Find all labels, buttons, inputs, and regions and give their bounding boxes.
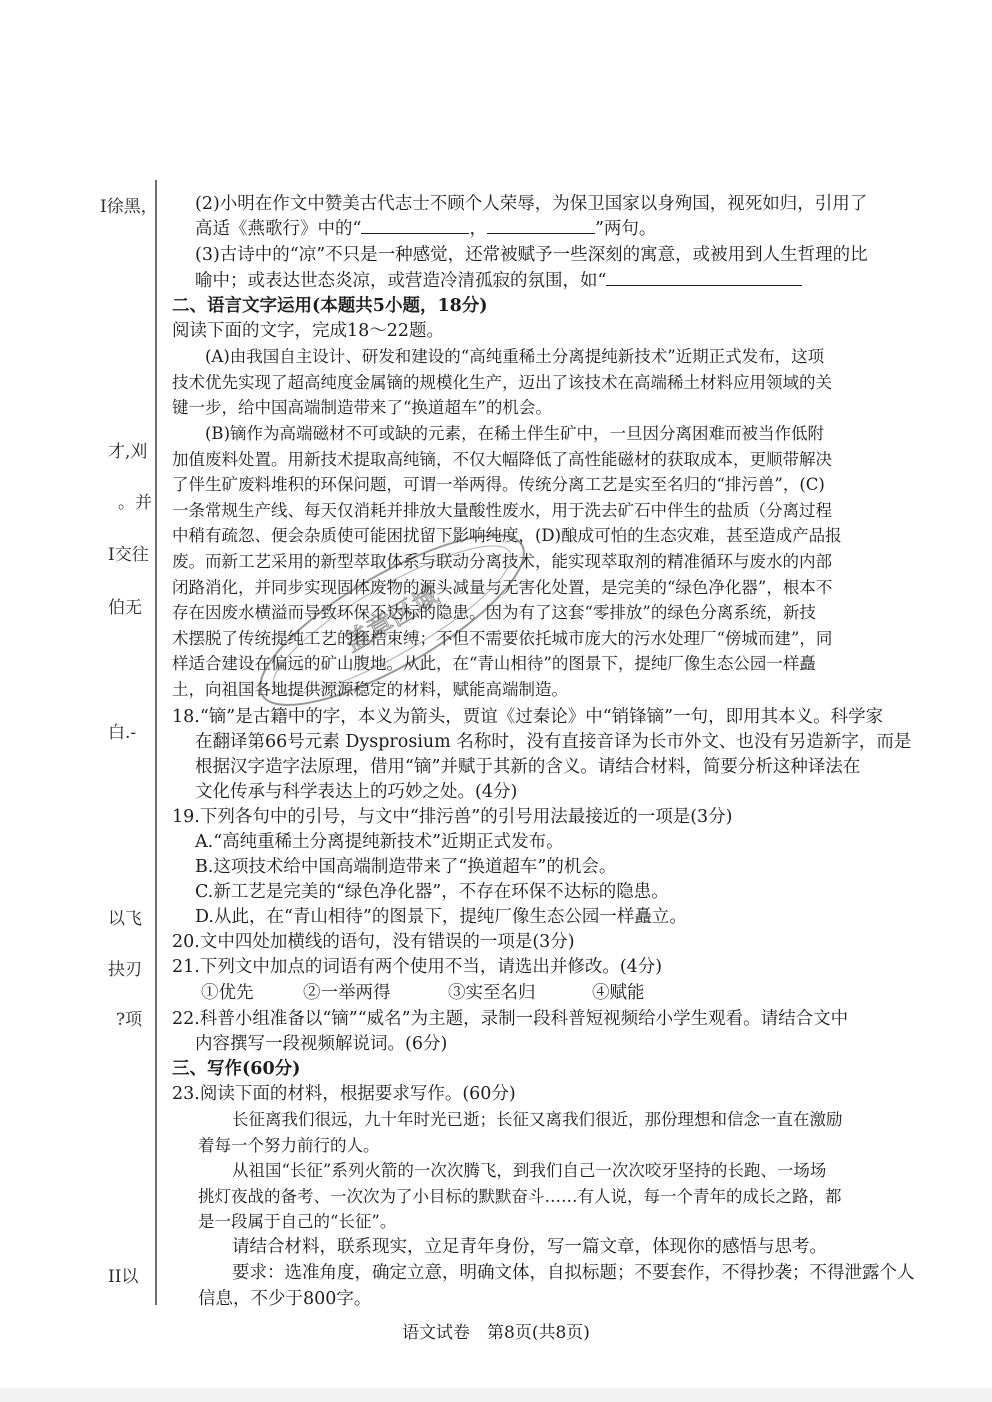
section3-heading: 三、写作(60分) [172, 1059, 301, 1079]
passage-line: 技术优先实现了超高纯度金属镝的规模化生产，迈出了该技术在高端稀土材料应用领域的关 [172, 373, 832, 392]
material-line: 着每一个努力前行的人。 [198, 1136, 380, 1155]
passage-line: 中稍有疏忽、便会杂质使可能困扰留下影响纯度，(D)酿成可怕的生态灾难，甚至造成产品报 [172, 526, 842, 545]
q19-option-b: B.这项技术给中国高端制造带来了“换道超车”的机会。 [195, 857, 617, 877]
stamp-text: 盖章区域 [339, 581, 445, 659]
passage-line: 了伴生矿废料堆积的环保问题，可谓一举两得。传统分离工艺是实至名归的“排污兽”，(C) [172, 475, 825, 494]
passage-line: 加值废料处置。用新技术提取高纯镝，不仅大幅降低了高性能磁材的获取成本，更顺带解决 [172, 450, 832, 469]
passage-line: 存在因废水横溢而导致环保不达标的隐患。因为有了这套“零排放”的绿色分离系统，新技 [172, 603, 816, 622]
margin-note: 以飞 [108, 909, 142, 929]
bottom-shade [0, 1388, 992, 1402]
passage-line: 土，向祖国各地提供源源稳定的材料，赋能高端制造。 [172, 680, 568, 699]
q3-line2: 喻中；或表达世态炎凉，或营造冷清孤寂的氛围，如“ [195, 269, 802, 293]
passage-line: 术摆脱了传统提纯工艺的桎梏束缚；不但不需要依托城市庞大的污水处理厂“傍城而建”，同 [172, 629, 833, 648]
margin-note: 伯无 [108, 598, 142, 618]
q18-line: 18.“镝”是古籍中的字，本义为箭头，贾谊《过秦论》中“销锋镝”一句，即用其本义。科学家 [172, 707, 884, 727]
answer-blank [487, 217, 595, 234]
q18-line: 文化传承与科学表达上的巧妙之处。(4分) [195, 782, 518, 802]
passage-line: 闭路消化，并同步实现固体废物的源头减量与无害化处置，是完美的“绿色净化器”，根本不 [172, 578, 833, 597]
binding-margin-line [155, 180, 157, 1305]
margin-note: I交往 [108, 545, 149, 565]
section2-intro: 阅读下面的文字，完成18～22题。 [172, 321, 445, 341]
q21-option: ④赋能 [592, 983, 645, 1003]
passage-line: 键一步，给中国高端制造带来了“换道超车”的机会。 [172, 398, 552, 417]
q21-option: ①优先 [201, 983, 254, 1003]
q3-line1: (3)古诗中的“凉”不只是一种感觉，还常被赋予一些深刻的寓意，或被用到人生哲理的比 [195, 245, 868, 265]
material-line: 挑灯夜战的备考、一次次为了小目标的默默奋斗……有人说，每一个青年的成长之路，都 [198, 1187, 842, 1206]
q18-line: 根据汉字造字法原理，借用“镝”并赋于其新的含义。请结合材料，简要分析这种译法在 [195, 757, 861, 777]
margin-note: 抉刃 [108, 960, 142, 980]
margin-note: 白.- [108, 723, 137, 743]
passage-line: 样适合建设在偏远的矿山腹地。从此，在“青山相待”的图景下，提纯厂像生态公园一样矗 [172, 654, 816, 673]
q22-line: 内容撰写一段视频解说词。(6分) [195, 1034, 448, 1054]
q19-option-a: A.“高纯重稀土分离提纯新技术”近期正式发布。 [195, 832, 564, 852]
q22-line: 22.科普小组准备以“镝”“威名”为主题，录制一段科普短视频给小学生观看。请结合文中 [172, 1009, 849, 1029]
margin-note: 才,刈 [108, 442, 148, 462]
writing-task: 请结合材料，联系现实，立足青年身份，写一篇文章，体现你的感悟与思考。 [232, 1237, 827, 1257]
page-footer: 语文试卷 第8页(共8页) [402, 1323, 590, 1343]
passage-line: 一条常规生产线、每天仅消耗并排放大量酸性废水，用于洗去矿石中伴生的盐质（分离过程 [172, 501, 832, 520]
writing-requirements: 要求：选准角度，确定立意，明确文体，自拟标题；不要套作，不得抄袭；不得泄露个人 [232, 1263, 915, 1283]
writing-requirements: 信息，不少于800字。 [198, 1289, 372, 1309]
material-line: 是一段属于自己的“长征”。 [198, 1212, 397, 1231]
q2-line1: (2)小明在作文中赞美古代志士不顾个人荣辱，为保卫国家以身殉国，视死如归，引用了 [195, 194, 868, 214]
q19-option-d: D.从此，在“青山相待”的图景下，提纯厂像生态公园一样矗立。 [195, 907, 687, 927]
q19-stem: 19.下列各句中的引号，与文中“排污兽”的引号用法最接近的一项是(3分) [172, 807, 733, 827]
margin-note: I徐黑， [100, 197, 158, 217]
passage-line: (B)镝作为高端磁材不可或缺的元素，在稀土伴生矿中，一旦因分离困难而被当作低附 [205, 424, 824, 443]
passage-line: (A)由我国自主设计、研发和建设的“高纯重稀土分离提纯新技术”近期正式发布，这项 [205, 347, 825, 366]
q19-option-c: C.新工艺是完美的“绿色净化器”，不存在环保不达标的隐患。 [195, 882, 669, 902]
q20-stem: 20.文中四处加横线的语句，没有错误的一项是(3分) [172, 932, 575, 952]
answer-blank [606, 269, 802, 286]
material-line: 从祖国“长征”系列火箭的一次次腾飞，到我们自己一次次咬牙坚持的长跑、一场场 [232, 1161, 827, 1180]
q21-stem: 21.下列文中加点的词语有两个使用不当，请选出并修改。(4分) [172, 957, 663, 977]
q18-line: 在翻译第66号元素 Dysprosium 名称时，没有直接音译为长市外文、也没有另造新字，而是 [195, 732, 912, 752]
passage-line: 废。而新工艺采用的新型萃取体系与联动分离技术，能实现萃取剂的精准循环与废水的内部 [172, 552, 832, 571]
margin-note: 。并 [118, 493, 152, 513]
section2-heading: 二、语言文字运用(本题共5小题，18分) [172, 296, 488, 316]
q2-line2: 高适《燕歌行》中的“ ， ”两句。 [195, 219, 657, 239]
material-line: 长征离我们很远，九十年时光已逝；长征又离我们很近，那份理想和信念一直在激励 [232, 1110, 843, 1129]
margin-note: II以 [108, 1267, 139, 1287]
q21-option: ③实至名归 [448, 983, 536, 1003]
q21-option: ②一举两得 [303, 983, 391, 1003]
q23-stem: 23.阅读下面的材料，根据要求写作。(60分) [172, 1084, 516, 1104]
margin-note: ?项 [116, 1010, 143, 1030]
answer-blank [361, 217, 469, 234]
